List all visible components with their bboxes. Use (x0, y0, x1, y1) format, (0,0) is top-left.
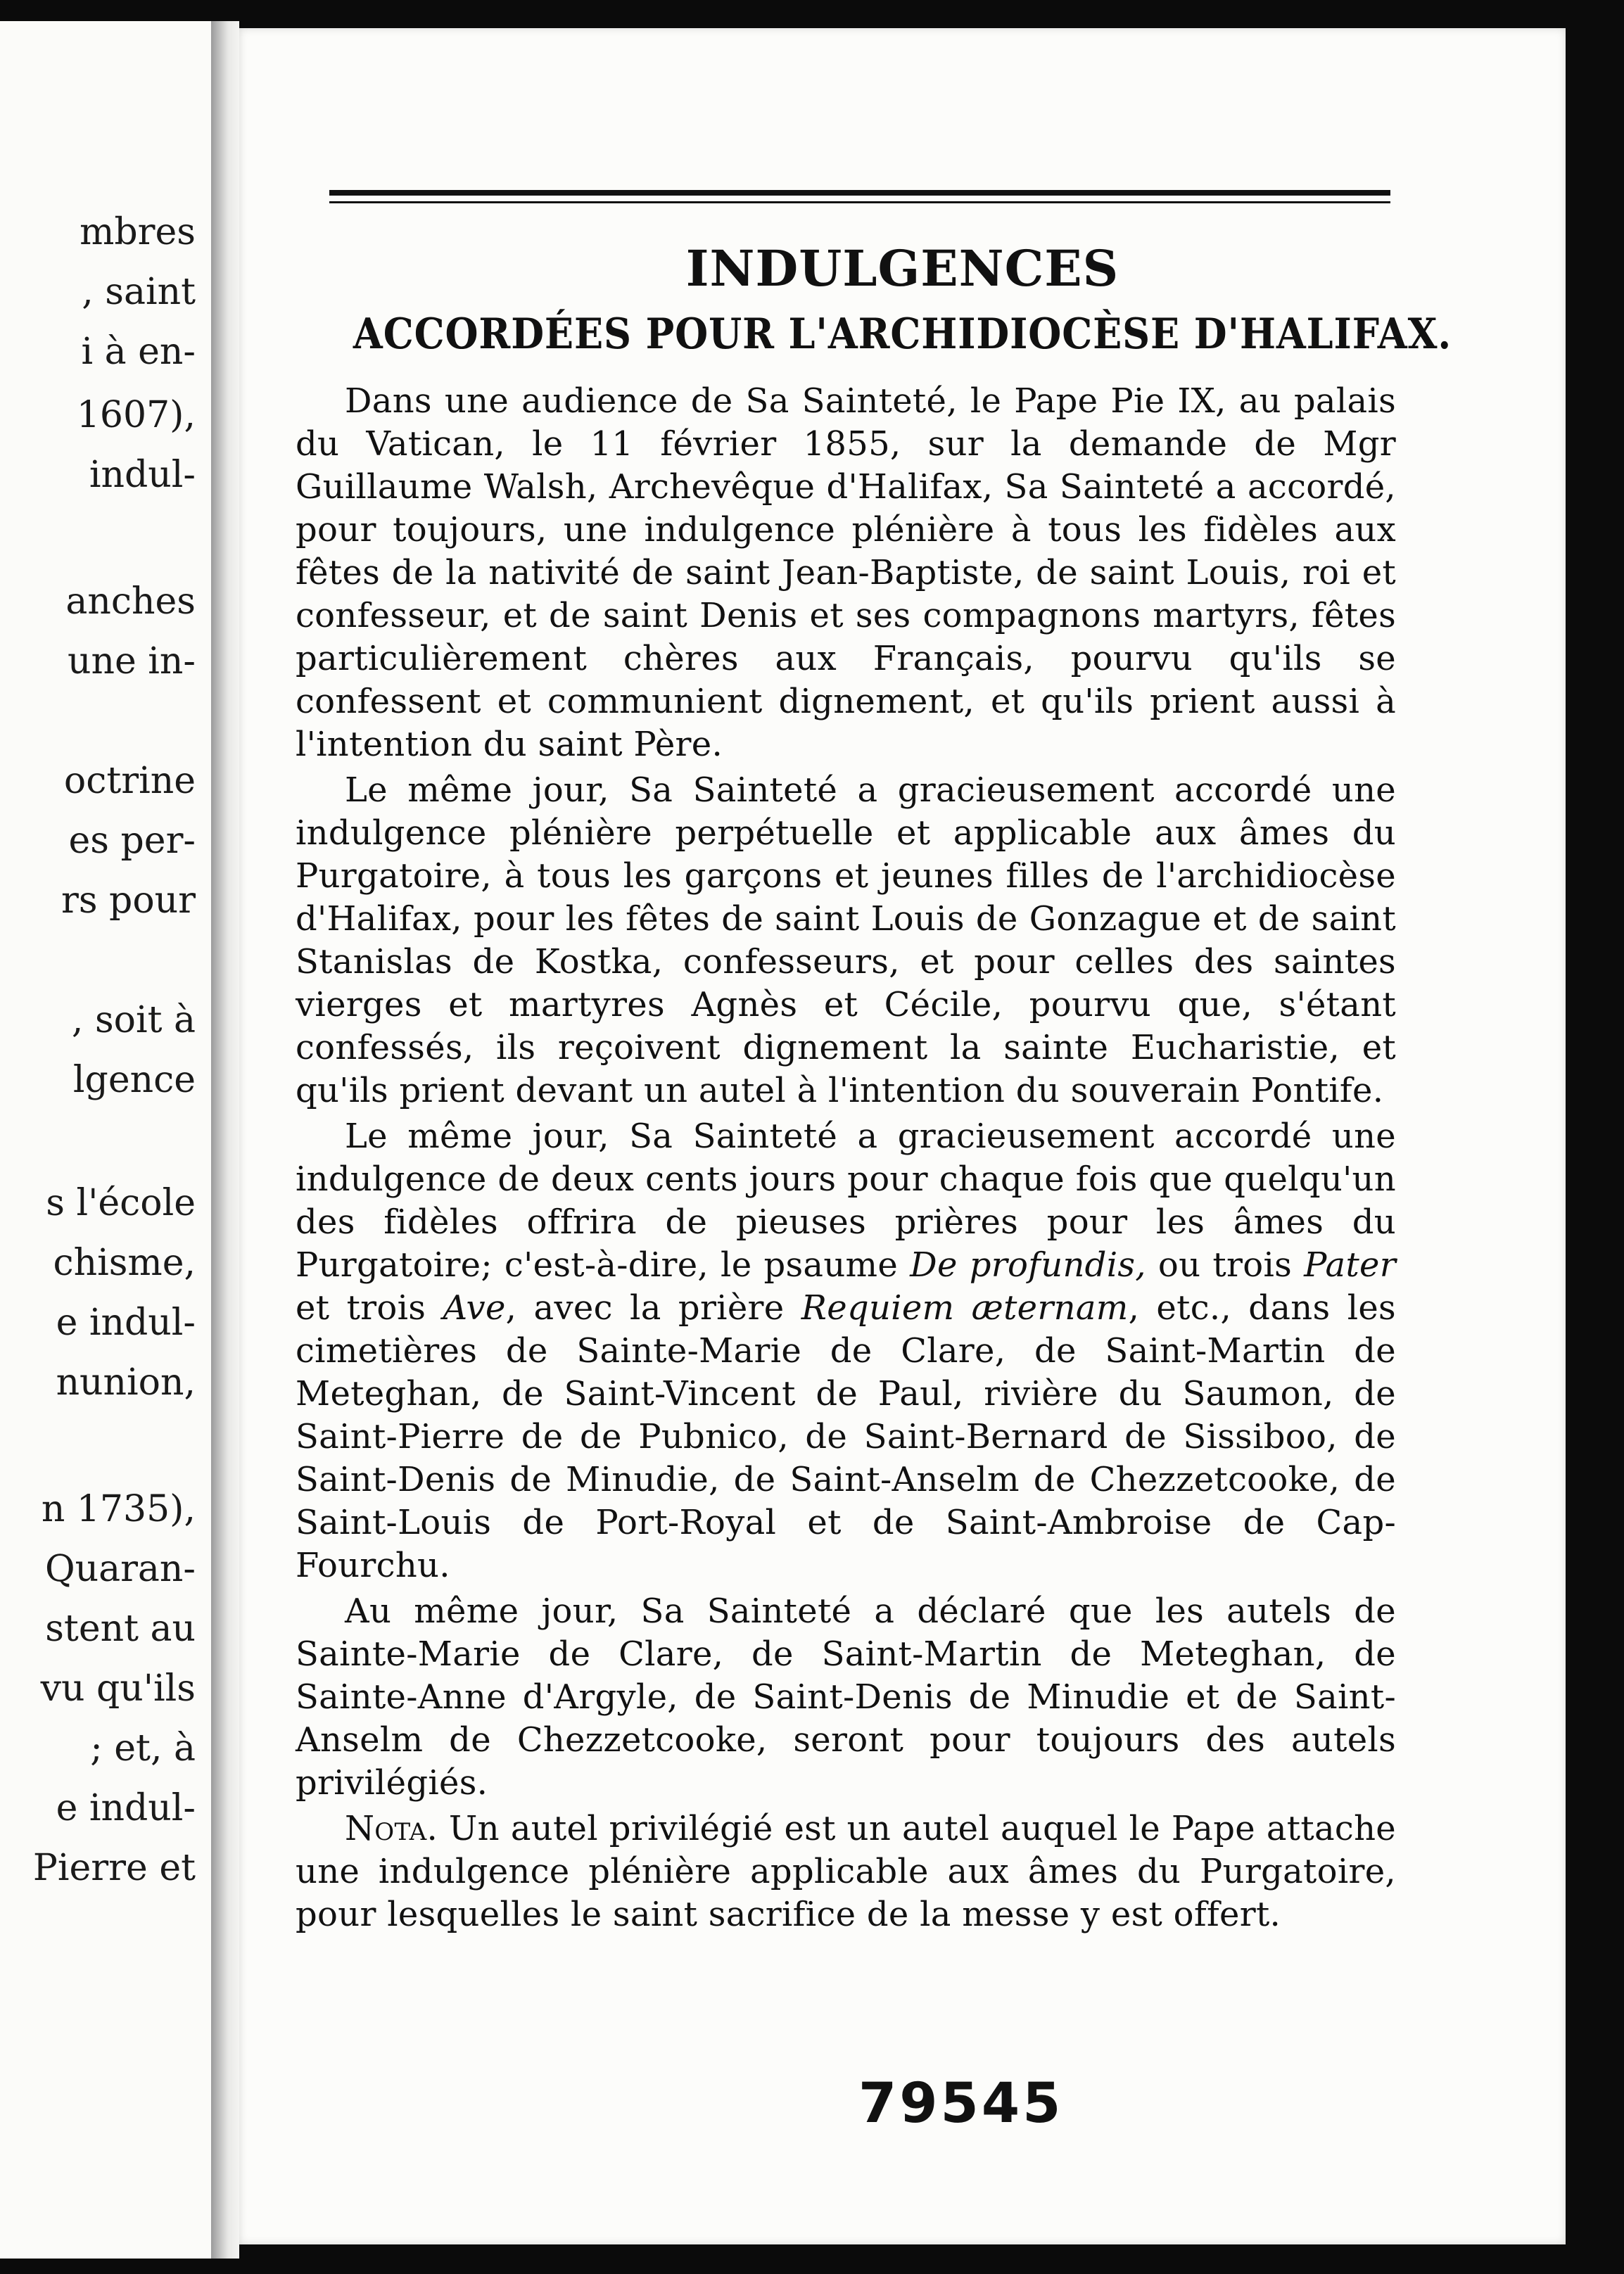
italic-requiem: Requiem æternam (801, 1288, 1129, 1328)
facing-page-line: , saint (82, 271, 196, 313)
paragraph-2: Le même jour, Sa Sainteté a gracieusement accordé une indulgence plénière perpétuelle et applicable aux âmes du Purgatoire, à tous les garçons et jeunes filles de l'archidiocèse d'Halifax, pour les fêtes de saint Louis de Gonzague et de saint Stanislas de Kostka, confesseurs, et pour celles des saintes vierges et martyres Agnès et Cécile, pourvu que, s'étant confessés, ils reçoivent dignement la sainte Eucharistie, et qu'ils prient devant un autel à l'intention du souverain Pontife. (296, 770, 1396, 1110)
facing-page-line: anches (65, 580, 196, 623)
book-gutter (211, 21, 239, 2259)
paragraph-4: Au même jour, Sa Sainteté a déclaré que les autels de Sainte-Marie de Clare, de Saint-Martin de Meteghan, de Sainte-Anne d'Argyle, de Saint-Denis de Minudie et de Saint-Anselm de Chezzetcooke, seront pour toujours des autels privilégiés. (296, 1592, 1396, 1803)
facing-page-line: nunion, (56, 1361, 196, 1404)
facing-page-line: , soit à (71, 999, 196, 1041)
header-rule-thin (329, 201, 1390, 203)
facing-page-line: Pierre et (32, 1847, 196, 1889)
paragraph-3 (296, 1115, 1396, 1587)
paragraph-3-text: et trois (296, 1288, 443, 1328)
facing-page-line: Quaran- (44, 1548, 196, 1590)
facing-page-line: es per- (68, 820, 196, 862)
facing-page-line: 1607), (76, 394, 196, 436)
facing-page-line: indul- (89, 454, 196, 496)
paragraph-3-text: , avec la prière (505, 1288, 801, 1328)
paragraph-3-text: ou trois (1146, 1245, 1305, 1285)
facing-page-line: s l'école (46, 1182, 196, 1224)
facing-page-line: ; et, à (90, 1727, 196, 1770)
facing-page-line: e indul- (56, 1787, 196, 1829)
header-rule-thick (329, 190, 1390, 196)
facing-page-line: octrine (63, 760, 196, 802)
page-subtitle: ACCORDÉES POUR L'ARCHIDIOCÈSE D'HALIFAX. (353, 310, 1452, 359)
facing-page-line: vu qu'ils (40, 1668, 196, 1710)
facing-page-line: mbres (80, 211, 196, 253)
nota-text: Un autel privilégié est un autel auquel le Pape attache une indulgence plénière applicable aux âmes du Purgatoire, pour lesquelles le saint sacrifice de la messe y est offert. (296, 1809, 1396, 1934)
facing-page-line: n 1735), (41, 1488, 196, 1530)
facing-page-line: rs pour (61, 879, 196, 922)
facing-page-line: chisme, (53, 1242, 196, 1284)
paragraph-1: Dans une audience de Sa Sainteté, le Pape Pie IX, au palais du Vatican, le 11 février 1855, sur la demande de Mgr Guillaume Walsh, Archevêque d'Halifax, Sa Sainteté a accordé, pour toujours, une indulgence plénière à tous les fidèles aux fêtes de la nativité de saint Jean-Baptiste, de saint Louis, roi et confesseur, et de saint Denis et ses compagnons martyrs, fêtes particulièrement chères aux Français, pourvu qu'ils se confessent et communient dignement, et qu'ils prient aussi à l'intention du saint Père. (296, 381, 1396, 764)
italic-de-profundis: De profundis, (910, 1245, 1146, 1285)
handwritten-catalog-number: 79545 (858, 2072, 1064, 2135)
facing-page-line: lgence (72, 1059, 196, 1101)
paragraph-3-text: , etc., dans les cimetières de Sainte-Marie de Clare, de Saint-Martin de Meteghan, de Saint-Vincent de Paul, rivière du Saumon, de Saint-Pierre de de Pubnico, de Saint-Bernard de Sissiboo, de Saint-Denis de Minudie, de Saint-Anselm de Chezzetcooke, de Saint-Louis de Port-Royal et de Saint-Ambroise de Cap-Fourchu. (296, 1288, 1396, 1585)
facing-page-line: i à en- (81, 331, 196, 373)
nota-paragraph (296, 1808, 1396, 1936)
italic-ave: Ave (443, 1288, 506, 1328)
facing-page-fragment (0, 21, 211, 2259)
document-page (239, 28, 1566, 2244)
paragraph-3-text: Le même jour, Sa Sainteté a gracieusement accordé une indulgence de deux cents jours pour chaque fois que quelqu'un des fidèles offrira de pieuses prières pour les âmes du Purgatoire; c'est-à-dire, le psaume (296, 1117, 1396, 1285)
body-text (296, 380, 1396, 1936)
facing-page-line: stent au (45, 1608, 196, 1650)
italic-pater: Pater (1304, 1245, 1396, 1285)
nota-label: Nota. (345, 1809, 438, 1848)
page-title: INDULGENCES (685, 239, 1119, 298)
facing-page-line: e indul- (56, 1302, 196, 1344)
facing-page-line: une in- (68, 640, 196, 682)
